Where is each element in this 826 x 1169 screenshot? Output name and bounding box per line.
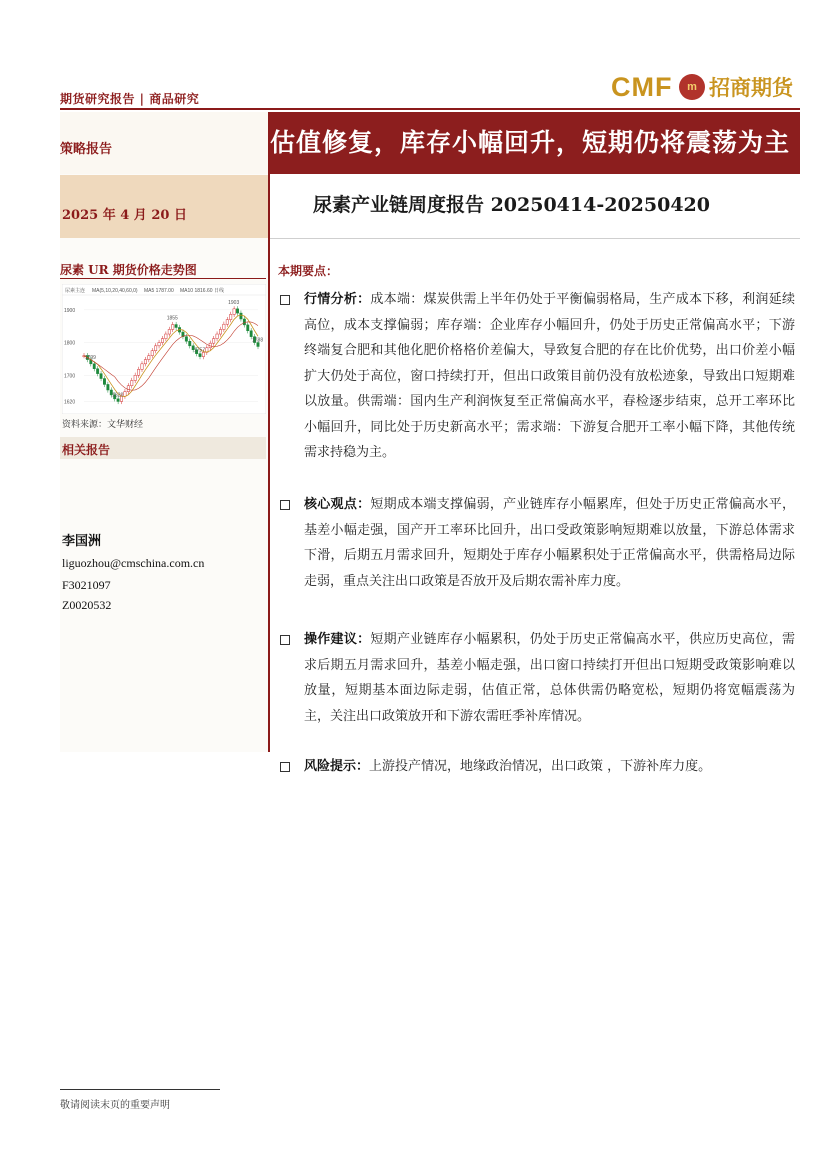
- footer-disclaimer: 敬请阅读末页的重要声明: [60, 1100, 170, 1111]
- bullet-body: 成本端：煤炭供需上半年仍处于平衡偏弱格局，生产成本下移，利润延续高位，成本支撑偏弱；库存端：企业库存小幅回升，仍处于历史正常偏高水平；下游终端复合肥和其他化肥价格格价差偏大，导致复合肥的存在比价优势，出口价差小幅扩大仍处于高位，窗口持续打开，但出口政策目前仍没有放松迹象，导致出口短期难以放量。供需端：国内生产利润恢复至正常偏高水平，春检逐步结束，总开工率环比小幅回升，同比处于历史新高水平；需求端：下游复合肥开工率小幅下降，其他传统需求持稳为主。: [304, 292, 795, 460]
- chart-annotation: 1855: [166, 315, 178, 322]
- chart-candle: [131, 381, 133, 386]
- company-logo: [611, 72, 801, 104]
- bullet-body: 上游投产情况，地缘政治情况，出口政策 ，下游补库力度。: [369, 759, 712, 774]
- chart-legend-ma10: MA10 1816.60: [180, 288, 213, 294]
- chart-candle: [172, 325, 174, 330]
- chart-candle: [117, 399, 119, 402]
- chart-candle: [175, 325, 177, 328]
- column-divider: [268, 112, 270, 752]
- bullet-risk-warning: [280, 754, 795, 780]
- report-date: 2025 年 4 月 20 日: [62, 208, 187, 223]
- chart-candle: [230, 314, 232, 319]
- footer-rule: [60, 1089, 220, 1090]
- chart-candle: [137, 369, 139, 375]
- checkbox-square-icon: [280, 295, 290, 305]
- chart-candle: [189, 341, 191, 346]
- chart-candle: [226, 320, 228, 325]
- chart-annotation: 1903: [228, 299, 240, 306]
- price-chart: [62, 284, 266, 414]
- chart-candle: [96, 369, 98, 374]
- bullet-body: 短期成本端支撑偏弱，产业链库存小幅累库，但处于历史正常偏高水平，基差小幅走强，国产开工率环比回升，出口受政策影响短期难以放量，下游总体需求下滑，后期五月需求回升，短期处于库存小幅累积处于正常偏高水平，供需格局边际走弱，重点关注出口政策是否放开及后期农需补库力度。: [304, 497, 795, 589]
- chart-candle: [243, 319, 245, 325]
- analyst-name: 李国洲: [62, 534, 102, 549]
- report-subtitle: 尿素产业链周度报告 20250414-20250420: [312, 194, 710, 216]
- chart-candle: [103, 379, 105, 385]
- chart-annotation: 1620: [112, 392, 124, 399]
- chart-legend-ma: MA(5,10,20,40,60,0): [92, 288, 138, 294]
- chart-candle: [233, 309, 235, 315]
- bullet-operation-advice: [280, 627, 795, 729]
- bullet-text: [304, 492, 795, 594]
- chart-candle: [151, 351, 153, 356]
- bullet-head: 操作建议：: [304, 632, 371, 647]
- chart-y-tick: 1620: [64, 399, 76, 406]
- checkbox-square-icon: [280, 762, 290, 772]
- bullet-body: 短期产业链库存小幅累积，仍处于历史正常偏高水平，供应历史高位，需求后期五月需求回升，基差小幅走强，出口窗口持续打开但出口短期受政策影响难以放量，短期基本面边际走弱，估值正常，总体供需仍略宽松，短期仍将宽幅震荡为主，关注出口政策放开和下游农需旺季补库情况。: [304, 632, 795, 724]
- chart-candle: [223, 324, 225, 329]
- analyst-cert-f: F3021097: [62, 578, 111, 592]
- chart-candle: [134, 375, 136, 380]
- chart-annotation: 1788: [252, 337, 264, 344]
- chart-y-tick: 1900: [64, 307, 76, 314]
- bullet-text: [304, 627, 795, 729]
- bullet-market-analysis: [280, 287, 795, 466]
- bullet-head: 行情分析：: [304, 292, 371, 307]
- related-reports-label: 相关报告: [62, 443, 111, 457]
- logo-cn-text: 招商期货: [709, 75, 793, 100]
- chart-candle: [158, 343, 160, 346]
- header-rule: [60, 108, 800, 110]
- chart-series-title: 尿素主连: [65, 288, 86, 294]
- chart-candle: [100, 374, 102, 379]
- bullet-text: [304, 754, 795, 780]
- chart-candle: [165, 334, 167, 339]
- chart-candle: [148, 356, 150, 360]
- chart-candle: [250, 331, 252, 337]
- report-title: 估值修复，库存小幅回升，短期仍将震荡为主: [270, 128, 791, 157]
- logo-cmf-text: CMF: [611, 72, 673, 102]
- header-breadcrumb: 期货研究报告 | 商品研究: [60, 92, 200, 106]
- chart-candle: [216, 334, 218, 339]
- chart-candle: [154, 346, 156, 351]
- checkbox-square-icon: [280, 635, 290, 645]
- chart-candle: [240, 313, 242, 319]
- chart-period: 日线: [214, 288, 225, 294]
- chart-candle: [124, 392, 126, 397]
- chart-candle: [236, 309, 238, 313]
- chart-title: 尿素 UR 期货价格走势图: [60, 263, 197, 277]
- subtitle-rule: [270, 238, 800, 239]
- analyst-cert-z: Z0020532: [62, 598, 112, 612]
- chart-annotation: 1757: [194, 347, 206, 354]
- chart-y-tick: 1700: [64, 373, 76, 380]
- logo-emblem-icon: m: [679, 74, 705, 100]
- chart-candle: [144, 360, 146, 364]
- report-type: 策略报告: [60, 142, 113, 157]
- analyst-email[interactable]: liguozhou@cmschina.com.cn: [62, 556, 205, 570]
- chart-candle: [185, 337, 187, 342]
- chart-y-tick: 1800: [64, 340, 76, 347]
- chart-candle: [141, 364, 143, 370]
- chart-title-rule: [60, 278, 266, 279]
- bullet-text: [304, 287, 795, 466]
- chart-candle: [199, 354, 201, 357]
- chart-candle: [93, 364, 95, 369]
- checkbox-square-icon: [280, 500, 290, 510]
- chart-candle: [127, 386, 129, 392]
- chart-candle: [212, 339, 214, 344]
- chart-candle: [107, 384, 109, 390]
- bullet-head: 风险提示：: [304, 759, 370, 774]
- key-points-label: 本期要点：: [278, 264, 339, 278]
- chart-candle: [168, 329, 170, 334]
- chart-annotation: 1799: [84, 354, 96, 361]
- chart-legend-ma5: MA5 1787.00: [144, 288, 174, 294]
- price-chart-svg: [62, 284, 266, 414]
- chart-candle: [247, 325, 249, 331]
- bullet-head: 核心观点：: [304, 497, 371, 512]
- chart-candle: [161, 339, 163, 343]
- bullet-core-view: [280, 492, 795, 594]
- chart-source: 资料来源：文华财经: [62, 420, 144, 430]
- chart-candle: [219, 329, 221, 334]
